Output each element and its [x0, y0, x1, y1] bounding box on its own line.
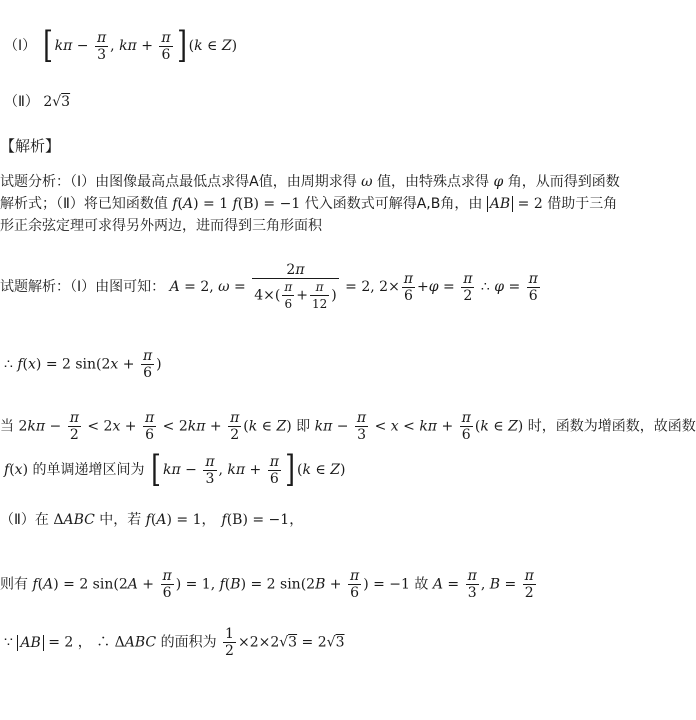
when-text: 当 — [0, 418, 14, 435]
analysis-text-1b: 值，由特殊点求得 — [377, 174, 490, 190]
area-text: 的面积为 — [160, 634, 217, 651]
analysis-line-3: 形正余弦定理可求得另外两边，进而得到三角形面积 — [0, 218, 322, 234]
solution-line-interval: f(x) 的单调递增区间为 [ kπ − $\frac{\pi}{3}$ , kπ + $\frac{\pi}{6}$ ] (k ∈ Z) — [4, 449, 346, 490]
part-1-label: （Ⅰ） — [4, 38, 37, 54]
solution-area: ∵ AB = 2 ， ∴ ΔABC 的面积为 $\frac{1}{2}$ ×2×2√3 = 2√3 — [4, 626, 345, 659]
solution-then-have: 则有 f(A) = 2 sin(2A + $\frac{\pi}{6}$ ) = 1, f(B) = 2 sin(2B + $\frac{\pi}{6}$ ) = −1 故 A = $\frac{\pi}{3}$ , B = $\frac{\pi}{2}$ — [0, 568, 534, 601]
analysis-text-1c: 角，从而得到函数 — [507, 174, 620, 190]
answer-part-2: （Ⅱ） 2√3 — [4, 94, 71, 110]
analysis-heading: 【解析】 — [0, 137, 61, 155]
solution-intro: 试题解析：（Ⅰ）由图可知： — [0, 279, 166, 295]
answer-part-1: （Ⅰ） [ kπ − $\frac{\pi}{3}$ , kπ + $\frac{\pi}{6}$ ] (k ∈ Z) — [4, 25, 238, 66]
then-have-text: 则有 — [0, 576, 28, 593]
comma-1: ， — [201, 512, 216, 528]
zhong-ruo-text: 中，若 — [99, 512, 142, 528]
solution-line-1: 试题解析：（Ⅰ）由图可知： A = 2, ω = 2π 4×( $\frac{\pi}{6}$ + $\frac{\pi}{12}$ ) = 2, 2× $\frac{\pi}{6}$ +φ = $\frac{\pi}{2}$ ∴ φ = $\frac{\pi}{6}$ — [0, 262, 538, 311]
part2-intro-text: （Ⅱ）在 — [0, 512, 49, 528]
analysis-text-1: 试题分析：（Ⅰ）由图像最高点最低点求得A值，由周期求得 — [0, 174, 357, 190]
analysis-text-2a: 解析式；（Ⅱ）将已知函数值 — [0, 196, 168, 212]
analysis-text-2b: 代入函数式可解得A,B角，由 — [304, 196, 483, 212]
solution-line-increasing: 当 2kπ − $\frac{\pi}{2}$ < 2x + $\frac{\pi}{6}$ < 2kπ + $\frac{\pi}{2}$ (k ∈ Z) 即 kπ − $\frac{\pi}{3}$ < x < kπ + $\frac{\pi}{6}$ (k ∈ Z) 时，函数为增函数，故函数 — [0, 410, 696, 443]
ji-text: 即 — [296, 418, 311, 435]
increasing-text: 时，函数为增函数，故函数 — [527, 418, 696, 435]
analysis-line-1: 试题分析：（Ⅰ）由图像最高点最低点求得A值，由周期求得 ω 值，由特殊点求得 φ 角，从而得到函数 — [0, 174, 620, 190]
analysis-text-2c: 借助于三角 — [547, 196, 618, 212]
analysis-line-2: 解析式；（Ⅱ）将已知函数值 f(A) = 1 f(B) = −1 代入函数式可解得A,B角，由 AB = 2 借助于三角 — [0, 196, 618, 212]
gu-text: 故 — [414, 576, 429, 593]
interval-text: 的单调递增区间为 — [32, 462, 145, 478]
solution-part2-intro: （Ⅱ）在 ΔABC 中，若 f(A) = 1， f(B) = −1， — [0, 512, 304, 528]
comma-2: ， — [289, 512, 304, 528]
solution-line-fx: ∴ f(x) = 2 sin(2x + $\frac{\pi}{6}$ ) — [4, 348, 162, 381]
part-2-label: （Ⅱ） — [4, 94, 39, 110]
